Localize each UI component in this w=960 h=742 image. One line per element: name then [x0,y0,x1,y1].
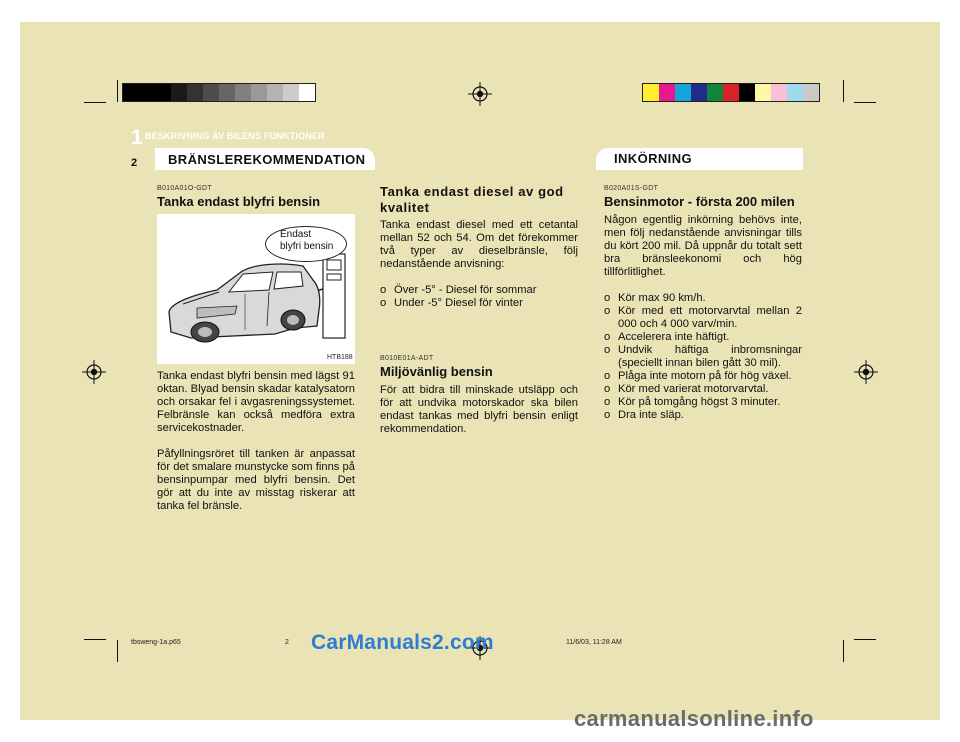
section-title-break-in: INKÖRNING [614,151,692,166]
crop-mark [854,102,876,103]
list-item-text: Kör med varierat motorvarvtal. [618,383,769,395]
bottom-watermark[interactable]: carmanualsonline.info [574,706,814,731]
color-swatch [155,84,171,101]
list-item [604,396,802,409]
color-swatch [803,84,819,101]
bullet-marker: o [604,383,611,395]
column-fuel-text [157,370,355,513]
list-item-text: Kör max 90 km/h. [618,292,706,304]
color-swatch [659,84,675,101]
crop-mark [117,80,118,102]
registration-mark-icon [468,82,492,106]
bullet-marker: o [604,396,611,408]
callout-line: Endast [280,229,312,240]
grayscale-calibration-strip [122,83,316,102]
bullet-marker: o [604,409,611,421]
section-title-fuel: BRÄNSLEREKOMMENDATION [168,152,366,167]
list-item [604,292,802,305]
crop-mark [843,640,844,662]
paragraph: Tanka endast diesel med ett cetantal mellan 52 och 54. Om det förekommer två typer av dieselbränsle, följ nedanstående anvisning: [380,219,578,270]
registration-mark-icon [854,360,878,384]
bullet-marker: o [604,305,611,317]
bullet-marker: o [604,292,611,304]
paragraph: Tanka endast blyfri bensin med lägst 91 oktan. Blyad bensin skadar katalysatorn och orsakar fel i avgasreningssystemet. Felbränsle kan också medföra extra servicekostnader. [157,370,355,434]
bullet-marker: o [380,297,387,309]
color-calibration-strip [642,83,820,102]
color-swatch [771,84,787,101]
chapter-title: BESKRIVNING AV BILENS FUNKTIONER [145,131,325,141]
list-item [604,305,802,331]
color-swatch [139,84,155,101]
list-item-text: Kör med ett motorvarvtal mellan 2 000 och 4 000 varv/min. [618,305,802,330]
list-item [604,370,802,383]
color-swatch [643,84,659,101]
list-item-text: Dra inte släp. [618,409,684,421]
color-swatch [251,84,267,101]
paragraph: Påfyllningsröret till tanken är anpassat för det smalare munstycke som finns på bensinpumpar med blyfri bensin. Det gör att du inte av misstag riskerar att tanka fel bränsle. [157,448,355,512]
list-item [604,344,802,370]
callout-line: blyfri bensin [280,241,334,252]
color-swatch [707,84,723,101]
figure-code: HTB188 [327,354,353,361]
bullet-marker: o [380,284,387,296]
footer-filename: tbsweng-1a.p65 [131,639,181,646]
bullet-marker: o [604,331,611,343]
list-item [604,383,802,396]
color-swatch [187,84,203,101]
footer-page: 2 [285,639,289,646]
color-swatch [755,84,771,101]
column-break-in [604,184,802,422]
callout-text [280,229,333,253]
color-swatch [723,84,739,101]
column-eco-fuel [380,354,578,436]
color-swatch [219,84,235,101]
section-heading: Miljövänlig bensin [380,364,493,379]
color-swatch [675,84,691,101]
list-item [604,409,802,422]
color-swatch [235,84,251,101]
list-item [380,284,578,297]
color-swatch [787,84,803,101]
color-swatch [691,84,707,101]
crop-mark [843,80,844,102]
section-code: B020A01S-GDT [604,185,659,192]
watermark[interactable]: CarManuals2.com [311,631,494,654]
color-swatch [283,84,299,101]
list-item-text: Under -5° Diesel för vinter [394,297,523,309]
bullet-marker: o [604,344,611,356]
paragraph: Någon egentlig inkörning behövs inte, men följ nedanstående anvisningar tills du kört 200 mil. Då uppnår du totalt sett bra bränsleekonomi och hög tillförlitlighet. [604,214,802,278]
crop-mark [117,640,118,662]
color-swatch [123,84,139,101]
paragraph: För att bidra till minskade utsläpp och för att undvika motorskador ska bilen endast tankas med blyfri bensin enligt rekommendation. [380,384,578,435]
section-code: B010E01A-ADT [380,355,434,362]
list-item-text: Undvik häftiga inbromsningar (speciellt innan bilen gått 30 mil). [618,344,802,369]
footer-date: 11/6/03, 11:28 AM [566,639,622,646]
list-item-text: Plåga inte motorn på för hög växel. [618,370,792,382]
section-heading: Bensinmotor - första 200 milen [604,194,795,209]
crop-mark [84,639,106,640]
section-heading: Tanka endast blyfri bensin [157,194,321,209]
column-diesel [380,184,578,310]
list-item-text: Accelerera inte häftigt. [618,331,730,343]
column-fuel-unleaded [157,184,355,214]
crop-mark [854,639,876,640]
list-item-text: Över -5° - Diesel för sommar [394,284,537,296]
color-swatch [739,84,755,101]
color-swatch [203,84,219,101]
page-number: 2 [131,157,138,169]
chapter-number: 1 [131,126,143,149]
color-swatch [171,84,187,101]
section-heading: Tanka endast diesel av god kvalitet [380,184,564,215]
color-swatch [267,84,283,101]
list-item-text: Kör på tomgång högst 3 minuter. [618,396,781,408]
section-code: B010A01O-GDT [157,185,212,192]
crop-mark [84,102,106,103]
list-item [604,331,802,344]
list-item [380,297,578,310]
bullet-marker: o [604,370,611,382]
registration-mark-icon [82,360,106,384]
color-swatch [299,84,315,101]
